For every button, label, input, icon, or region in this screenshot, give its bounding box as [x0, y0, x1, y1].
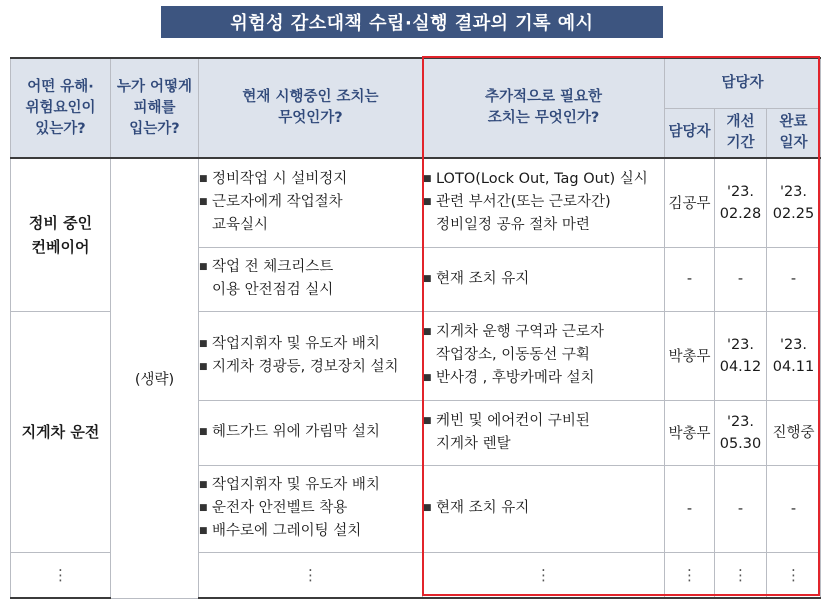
complete-cell [767, 311, 821, 400]
complete-cell [767, 247, 821, 311]
date-line: - [790, 271, 797, 287]
current-measures-cell [199, 158, 423, 247]
manager-name: - [686, 271, 693, 287]
header-line: 어떤 유해· [27, 78, 94, 95]
list-item-text: 배수로에 그레이팅 설치 [212, 523, 362, 539]
manager-name: 박총무 [668, 426, 711, 442]
additional-measures-cell [423, 400, 665, 465]
list-item [199, 168, 422, 191]
list-item-text: 케빈 및 에어컨이 구비된 [436, 412, 590, 429]
period-cell [715, 158, 767, 247]
list-item-text: 운전자 안전벨트 착용 [212, 500, 348, 516]
square-bullet-icon: ■ [423, 273, 432, 284]
list-item-text: 현재 조치 유지 [436, 270, 530, 287]
square-bullet-icon: ■ [199, 361, 208, 372]
current-measures-cell [199, 400, 423, 465]
date-line: '23. [726, 183, 755, 200]
list-item-continuation: 작업장소, 이동동선 구획 [436, 347, 590, 363]
date-line: '23. [779, 336, 808, 353]
square-bullet-icon: ■ [199, 262, 208, 272]
list-item-text: 근로자에게 작업절차 [212, 194, 343, 211]
list-item-text: 작업지휘자 및 유도자 배치 [212, 335, 380, 352]
list-item-text: 관련 부서간(또는 근로자간) [436, 194, 611, 211]
header-line: 무엇인가? [278, 110, 343, 126]
manager-name: 박총무 [668, 349, 711, 365]
additional-measures-cell [423, 158, 665, 247]
header-current-text [199, 87, 422, 129]
list-item [199, 421, 422, 444]
date-line: 02.25 [772, 205, 815, 222]
list-item-continuation: 교육실시 [212, 217, 269, 234]
additional-measures-cell [423, 247, 665, 311]
period-cell [715, 247, 767, 311]
current-measures-cell [199, 311, 423, 400]
date-line: '23. [726, 336, 755, 353]
who-harmed-cell: (생략) [111, 158, 199, 598]
date-line: 02.28 [719, 205, 762, 222]
list-item-continuation: 지게차 렌탈 [436, 435, 511, 452]
list-item-text: 작업 전 체크리스트 [212, 259, 334, 275]
complete-cell [767, 400, 821, 465]
list-item-text: 정비작업 시 설비정지 [212, 171, 348, 188]
header-who-harmed [111, 58, 199, 158]
header-current-measures [199, 58, 423, 158]
square-bullet-icon: ■ [199, 503, 208, 513]
header-manager: 담당자 [665, 108, 715, 158]
manager-cell [665, 465, 715, 552]
table-row [11, 158, 821, 247]
square-bullet-icon: ■ [199, 174, 208, 185]
header-additional-measures [423, 58, 665, 158]
square-bullet-icon: ■ [423, 503, 432, 513]
list-item-text: 현재 조치 유지 [436, 500, 530, 516]
ellipsis-cell: ⋮ [715, 552, 767, 598]
date-line: - [737, 500, 744, 517]
square-bullet-icon: ■ [199, 197, 208, 208]
header-line: 피해를 [133, 99, 176, 116]
manager-cell [665, 400, 715, 465]
list-item [199, 356, 422, 379]
list-item-continuation: 이용 안전점검 실시 [212, 282, 334, 298]
list-item [199, 497, 422, 520]
list-item-continuation: 정비일정 공유 절차 마련 [436, 217, 590, 234]
period-cell [715, 400, 767, 465]
manager-cell [665, 158, 715, 247]
header-line: 누가 어떻게 [116, 78, 193, 95]
ellipsis-cell: ⋮ [767, 552, 821, 598]
list-item [199, 256, 422, 279]
list-item-text: 헤드가드 위에 가림막 설치 [212, 424, 380, 440]
list-item-text: 지게차 운행 구역과 근로자 [436, 324, 604, 340]
square-bullet-icon: ■ [423, 415, 432, 426]
manager-name: - [686, 500, 693, 517]
header-hazard-text [11, 77, 110, 140]
header-line: 위험요인이 [25, 99, 96, 116]
header-additional-text [423, 87, 664, 129]
square-bullet-icon: ■ [199, 526, 208, 536]
header-line: 입는가? [129, 120, 180, 137]
square-bullet-icon: ■ [199, 338, 208, 349]
ellipsis-cell: ⋮ [199, 552, 423, 598]
list-item [199, 333, 422, 356]
additional-measures-cell [423, 311, 665, 400]
current-measures-cell [199, 247, 423, 311]
date-line: 05.30 [719, 435, 762, 452]
hazard-forklift: 지게차 운전 [11, 311, 111, 552]
list-item [423, 268, 664, 291]
date-line: '23. [779, 183, 808, 200]
square-bullet-icon: ■ [199, 480, 208, 490]
list-item [423, 168, 664, 191]
list-item-text: LOTO(Lock Out, Tag Out) 실시 [436, 171, 648, 188]
complete-cell [767, 465, 821, 552]
ellipsis-cell: ⋮ [665, 552, 715, 598]
ellipsis-cell: ⋮ [423, 552, 665, 598]
header-who-harmed-text [111, 77, 198, 140]
header-line: 추가적으로 필요한 [484, 89, 603, 105]
date-line: 04.12 [719, 358, 762, 375]
header-manager-group: 담당자 [665, 58, 821, 108]
manager-name: 김공무 [668, 196, 711, 213]
date-line: - [790, 500, 797, 517]
list-item [423, 321, 664, 344]
list-item [423, 497, 664, 520]
square-bullet-icon: ■ [423, 327, 432, 337]
risk-reduction-table [10, 57, 821, 599]
period-cell [715, 311, 767, 400]
header-line: 현재 시행중인 조치는 [242, 89, 379, 105]
date-line: 04.11 [772, 358, 815, 375]
square-bullet-icon: ■ [423, 373, 432, 383]
ellipsis-cell: ⋮ [11, 552, 111, 598]
square-bullet-icon: ■ [423, 174, 432, 185]
current-measures-cell [199, 465, 423, 552]
hazard-conveyor: 정비 중인 컨베이어 [11, 158, 111, 311]
header-line: 조치는 무엇인가? [487, 110, 600, 126]
header-line: 있는가? [35, 120, 86, 137]
date-line: 진행중 [772, 424, 815, 441]
header-complete-date: 완료 일자 [767, 108, 821, 158]
header-improve-period: 개선 기간 [715, 108, 767, 158]
square-bullet-icon: ■ [199, 427, 208, 437]
list-item-text: 반사경 , 후방카메라 설치 [436, 370, 595, 386]
period-cell [715, 465, 767, 552]
list-item [199, 520, 422, 543]
manager-cell [665, 247, 715, 311]
complete-cell [767, 158, 821, 247]
manager-cell [665, 311, 715, 400]
list-item [423, 367, 664, 390]
list-item-text: 지게차 경광등, 경보장치 설치 [212, 358, 399, 375]
date-line: - [737, 271, 744, 287]
date-line: '23. [726, 413, 755, 430]
page-title: 위험성 감소대책 수립·실행 결과의 기록 예시 [161, 6, 663, 38]
square-bullet-icon: ■ [423, 197, 432, 208]
additional-measures-cell [423, 465, 665, 552]
header-hazard [11, 58, 111, 158]
list-item-text: 작업지휘자 및 유도자 배치 [212, 477, 380, 493]
list-item [423, 191, 664, 214]
list-item [199, 474, 422, 497]
list-item [423, 410, 664, 433]
list-item [199, 191, 422, 214]
